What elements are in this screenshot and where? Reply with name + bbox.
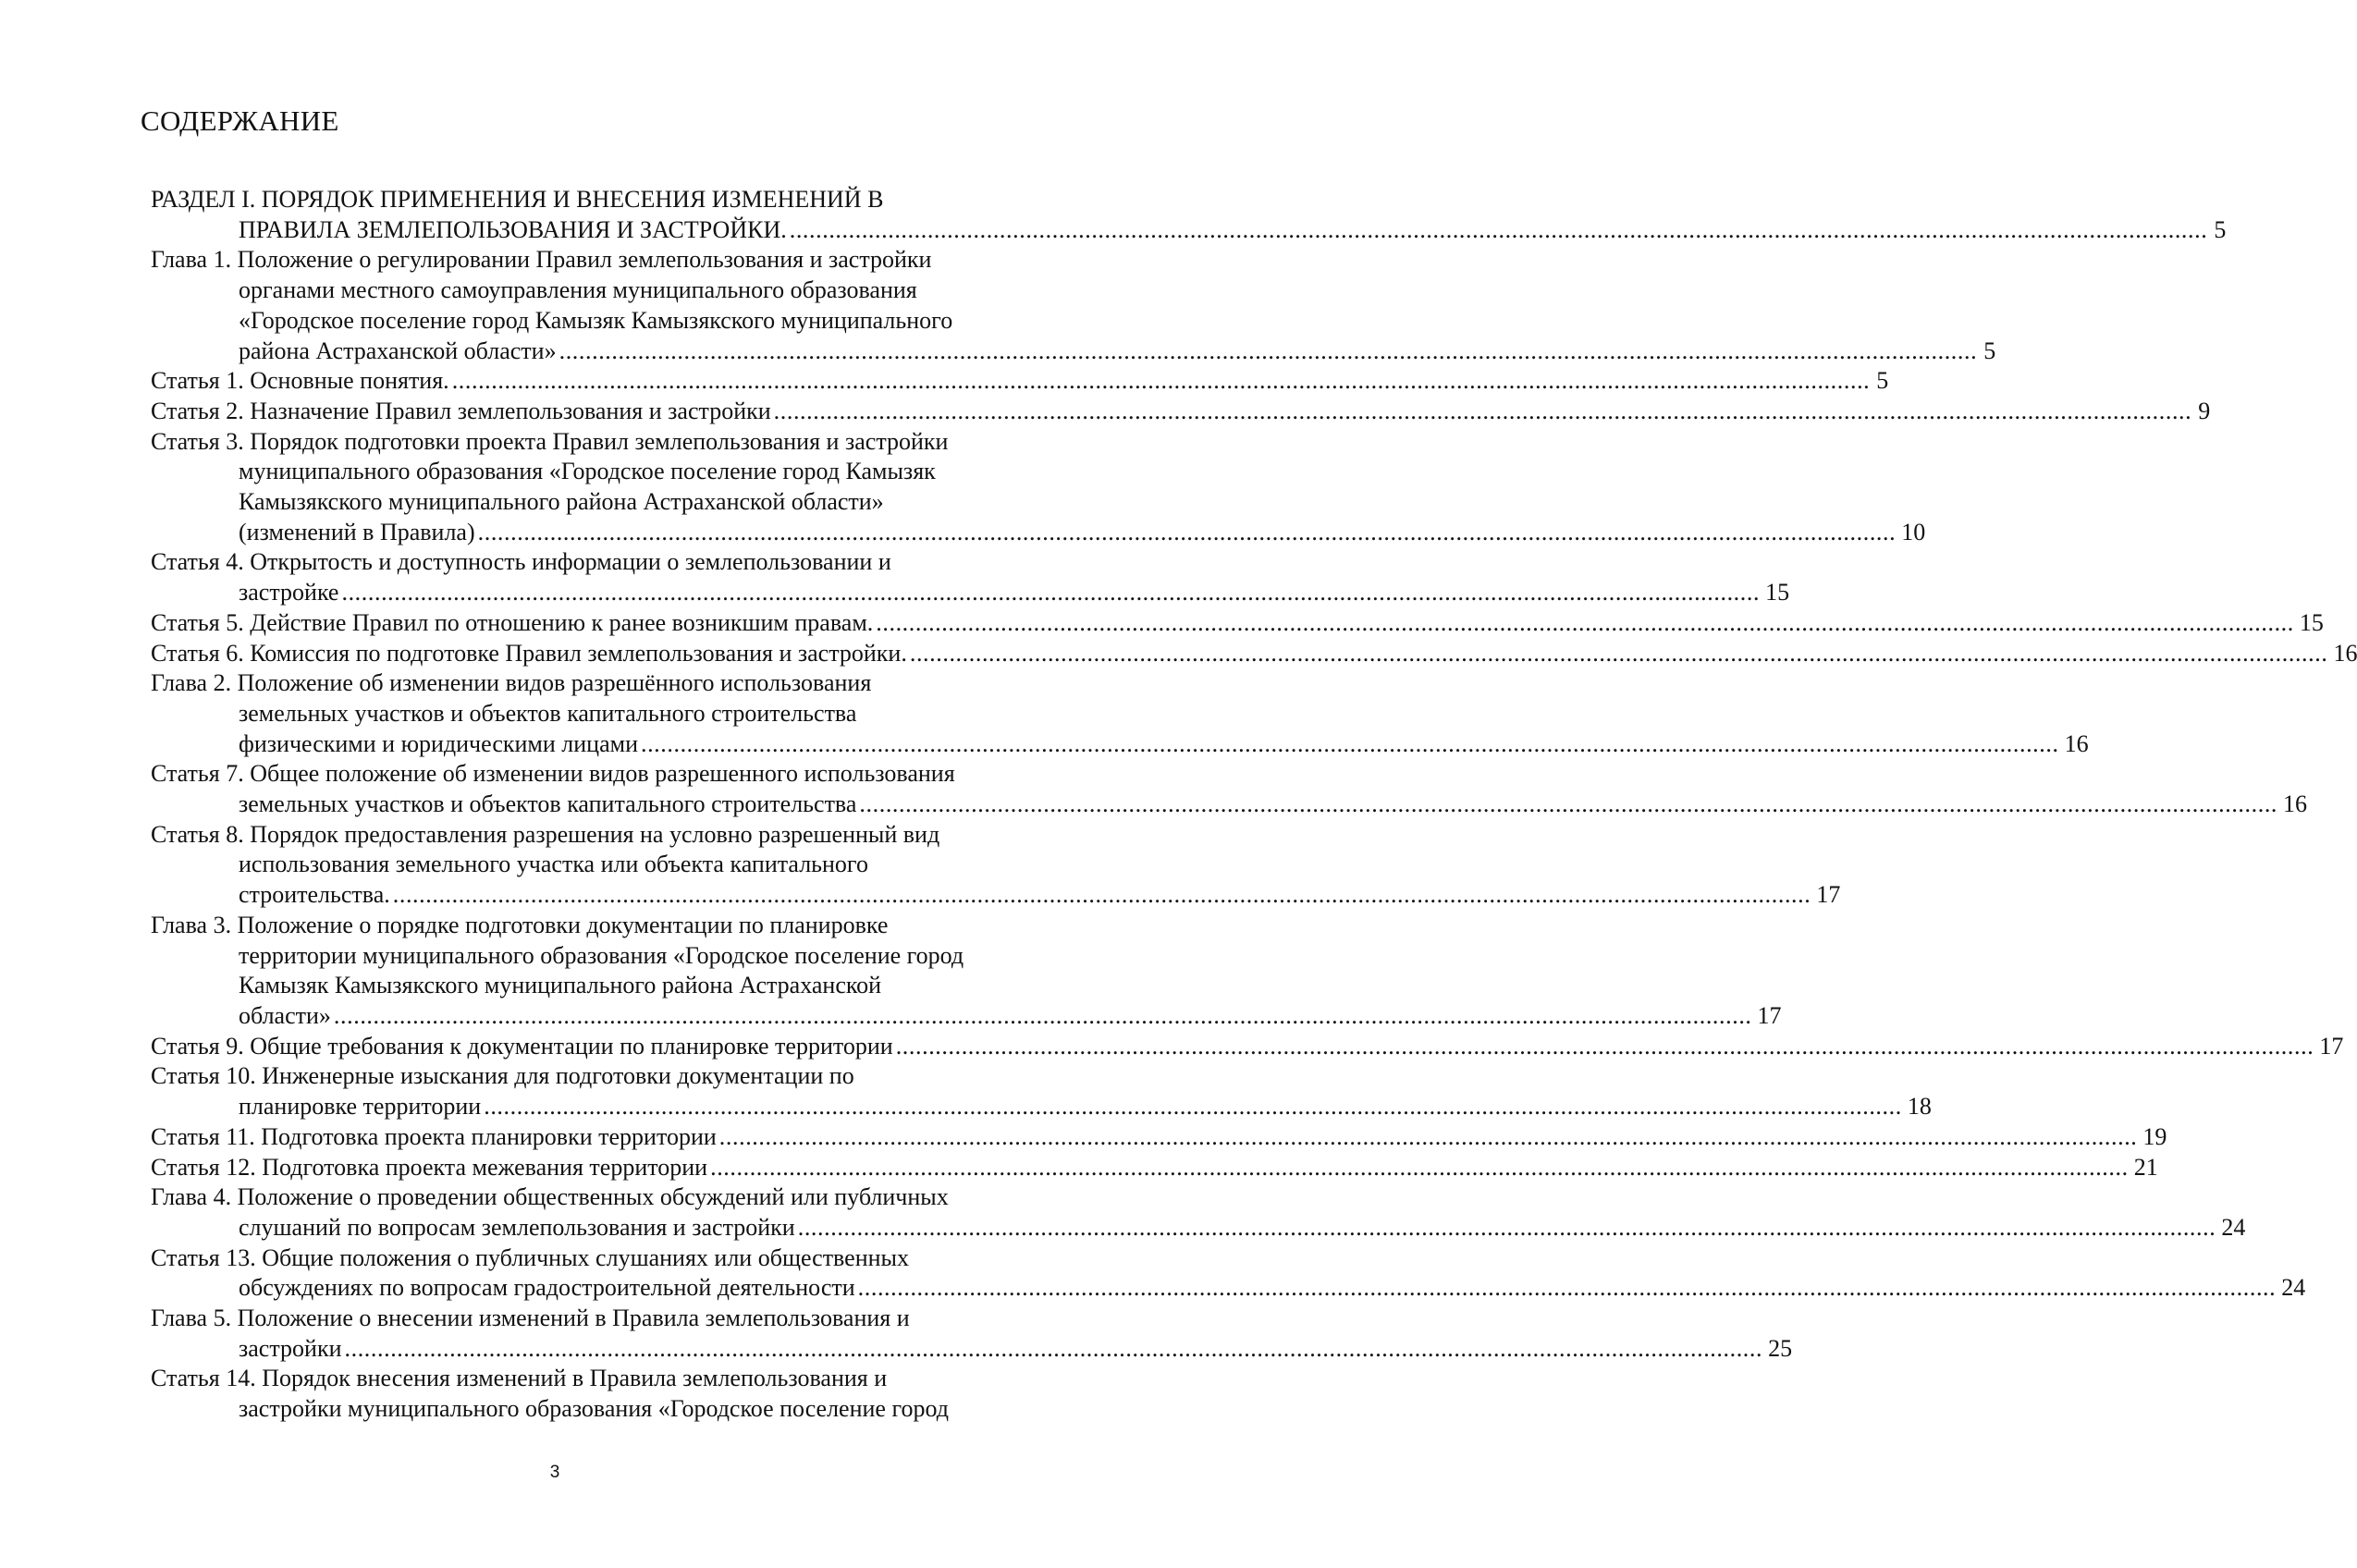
- toc-page-number: 24: [2281, 1274, 2306, 1302]
- toc-entry[interactable]: [151, 668, 2089, 759]
- toc-entry-text: (изменений в Правила): [239, 518, 475, 545]
- toc-entry-text: Статья 2. Назначение Правил землепользования и застройки: [151, 397, 771, 424]
- toc-entry-text: земельных участков и объектов капитального строительства: [239, 699, 857, 727]
- toc-page-number: 17: [2319, 1032, 2344, 1060]
- dot-leader: [641, 729, 2059, 760]
- toc-entry[interactable]: [151, 397, 2211, 427]
- toc-entry-text: застройки: [239, 1334, 342, 1362]
- toc-page-number: 10: [1901, 518, 1926, 545]
- toc-entry-text: Статья 1. Основные понятия.: [151, 367, 449, 395]
- toc-entry-text: Статья 5. Действие Правил по отношению к ранее возникшим правам.: [151, 608, 874, 636]
- dot-leader: [859, 790, 2277, 820]
- toc-entry-text: Статья 7. Общее положение об изменении видов разрешенного использования: [151, 760, 955, 788]
- toc-page-number: 24: [2221, 1213, 2246, 1241]
- toc-entry-text: Глава 5. Положение о внесении изменений в Правила землепользования и: [151, 1305, 910, 1332]
- toc-entry-text: Статья 9. Общие требования к документации по планировке территории: [151, 1032, 893, 1060]
- toc-entry[interactable]: [151, 759, 2308, 819]
- toc-entry-text: застройки муниципального образования «Городское поселение город: [239, 1395, 949, 1423]
- dot-leader: [559, 337, 1978, 367]
- toc-entry-text: застройке: [239, 579, 339, 606]
- toc-entry[interactable]: [151, 1153, 2158, 1183]
- dot-leader: [452, 366, 1871, 397]
- dot-leader: [719, 1122, 2138, 1153]
- page-number: 3: [549, 1463, 560, 1482]
- toc-entry[interactable]: [151, 366, 1889, 397]
- toc-page-number: 16: [2333, 639, 2357, 667]
- page-title: СОДЕРЖАНИЕ: [141, 104, 339, 137]
- dot-leader: [334, 1001, 1752, 1032]
- toc-entry[interactable]: [151, 1032, 2344, 1062]
- toc-page-number: 15: [1765, 579, 1790, 606]
- dot-leader: [341, 578, 1760, 608]
- toc-page-number: 19: [2142, 1122, 2167, 1150]
- toc-entry[interactable]: [151, 1243, 2306, 1304]
- toc-page-number: 9: [2198, 397, 2211, 424]
- toc-entry[interactable]: [151, 1182, 2246, 1243]
- dot-leader: [896, 1032, 2314, 1062]
- toc-entry[interactable]: [151, 1304, 1793, 1364]
- dot-leader: [710, 1153, 2129, 1183]
- toc-entry-text: Статья 8. Порядок предоставления разрешения на условно разрешенный вид: [151, 820, 940, 848]
- toc-entry-text: использования земельного участка или объекта капитального: [239, 851, 868, 878]
- dot-leader: [790, 215, 2208, 246]
- toc-entry-text: земельных участков и объектов капитального строительства: [239, 790, 857, 818]
- toc-entry-text: слушаний по вопросам землепользования и застройки: [239, 1213, 795, 1241]
- toc-entry-text: планировке территории: [239, 1093, 482, 1121]
- toc-page-number: 16: [2064, 729, 2089, 757]
- toc-page-number: 5: [2214, 215, 2227, 243]
- toc-entry[interactable]: [151, 608, 2324, 639]
- table-of-contents: [151, 185, 2357, 1425]
- toc-entry-text: Статья 11. Подготовка проекта планировки территории: [151, 1122, 717, 1150]
- toc-entry-text: Статья 10. Инженерные изыскания для подготовки документации по: [151, 1062, 854, 1090]
- toc-entry[interactable]: [151, 911, 1782, 1032]
- toc-entry-text: муниципального образования «Городское поселение город Камызяк: [239, 458, 936, 485]
- toc-entry-text: Глава 1. Положение о регулировании Правил землепользования и застройки: [151, 246, 932, 274]
- dot-leader: [910, 639, 2328, 669]
- toc-entry[interactable]: [151, 1122, 2167, 1153]
- toc-entry[interactable]: [151, 427, 1926, 548]
- toc-page-number: 25: [1768, 1334, 1793, 1362]
- toc-entry-text: Камызяк Камызякского муниципального района Астраханской: [239, 972, 882, 999]
- toc-entry-text: Глава 2. Положение об изменении видов разрешённого использования: [151, 669, 872, 697]
- dot-leader: [345, 1334, 1763, 1365]
- toc-entry[interactable]: [151, 547, 1790, 607]
- toc-entry-text: Статья 13. Общие положения о публичных слушаниях или общественных: [151, 1243, 910, 1271]
- dot-leader: [393, 880, 1811, 911]
- toc-entry[interactable]: [151, 245, 1996, 366]
- toc-entry-text: ПРАВИЛА ЗЕМЛЕПОЛЬЗОВАНИЯ И ЗАСТРОЙКИ.: [239, 215, 787, 243]
- dot-leader: [478, 518, 1897, 548]
- toc-page-number: 17: [1757, 1001, 1782, 1029]
- toc-entry-text: физическими и юридическими лицами: [239, 729, 638, 757]
- toc-entry-text: Статья 6. Комиссия по подготовке Правил землепользования и застройки.: [151, 639, 907, 667]
- toc-entry-text: территории муниципального образования «Городское поселение город: [239, 941, 964, 969]
- toc-entry-text: района Астраханской области»: [239, 337, 557, 364]
- toc-page-number: 16: [2283, 790, 2308, 818]
- dot-leader: [858, 1273, 2277, 1304]
- toc-page-number: 5: [1876, 367, 1889, 395]
- dot-leader: [798, 1213, 2216, 1243]
- dot-leader: [484, 1092, 1902, 1122]
- toc-entry[interactable]: [151, 1061, 1932, 1121]
- toc-page-number: 21: [2133, 1153, 2158, 1181]
- toc-entry[interactable]: [151, 185, 2227, 245]
- toc-entry-text: Статья 4. Открытость и доступность информации о землепользовании и: [151, 548, 891, 576]
- toc-entry[interactable]: [151, 820, 1841, 911]
- toc-entry-text: Статья 3. Порядок подготовки проекта Правил землепользования и застройки: [151, 427, 949, 455]
- toc-page-number: 18: [1907, 1093, 1932, 1121]
- toc-entry-text: РАЗДЕЛ I. ПОРЯДОК ПРИМЕНЕНИЯ И ВНЕСЕНИЯ ИЗМЕНЕНИЙ В: [151, 186, 884, 213]
- toc-entry-text: Статья 12. Подготовка проекта межевания территории: [151, 1153, 708, 1181]
- toc-entry[interactable]: [151, 1364, 1048, 1424]
- toc-entry-text: Глава 4. Положение о проведении общественных обсуждений или публичных: [151, 1183, 949, 1211]
- toc-page-number: 17: [1816, 881, 1841, 909]
- dot-leader: [774, 397, 2192, 427]
- toc-page-number: 5: [1983, 337, 1996, 364]
- toc-entry-text: органами местного самоуправления муниципального образования: [239, 276, 917, 304]
- toc-entry-text: Статья 14. Порядок внесения изменений в Правила землепользования и: [151, 1365, 888, 1392]
- toc-entry-text: строительства.: [239, 881, 390, 909]
- toc-page-number: 15: [2299, 608, 2324, 636]
- toc-entry-text: «Городское поселение город Камызяк Камызякского муниципального: [239, 306, 953, 334]
- toc-entry-text: обсуждениях по вопросам градостроительной деятельности: [239, 1274, 855, 1302]
- toc-entry-text: Глава 3. Положение о порядке подготовки документации по планировке: [151, 911, 889, 938]
- toc-entry-text: Камызякского муниципального района Астраханской области»: [239, 488, 884, 516]
- dot-leader: [876, 608, 2294, 639]
- toc-entry-text: области»: [239, 1001, 331, 1029]
- toc-entry[interactable]: [151, 639, 2357, 669]
